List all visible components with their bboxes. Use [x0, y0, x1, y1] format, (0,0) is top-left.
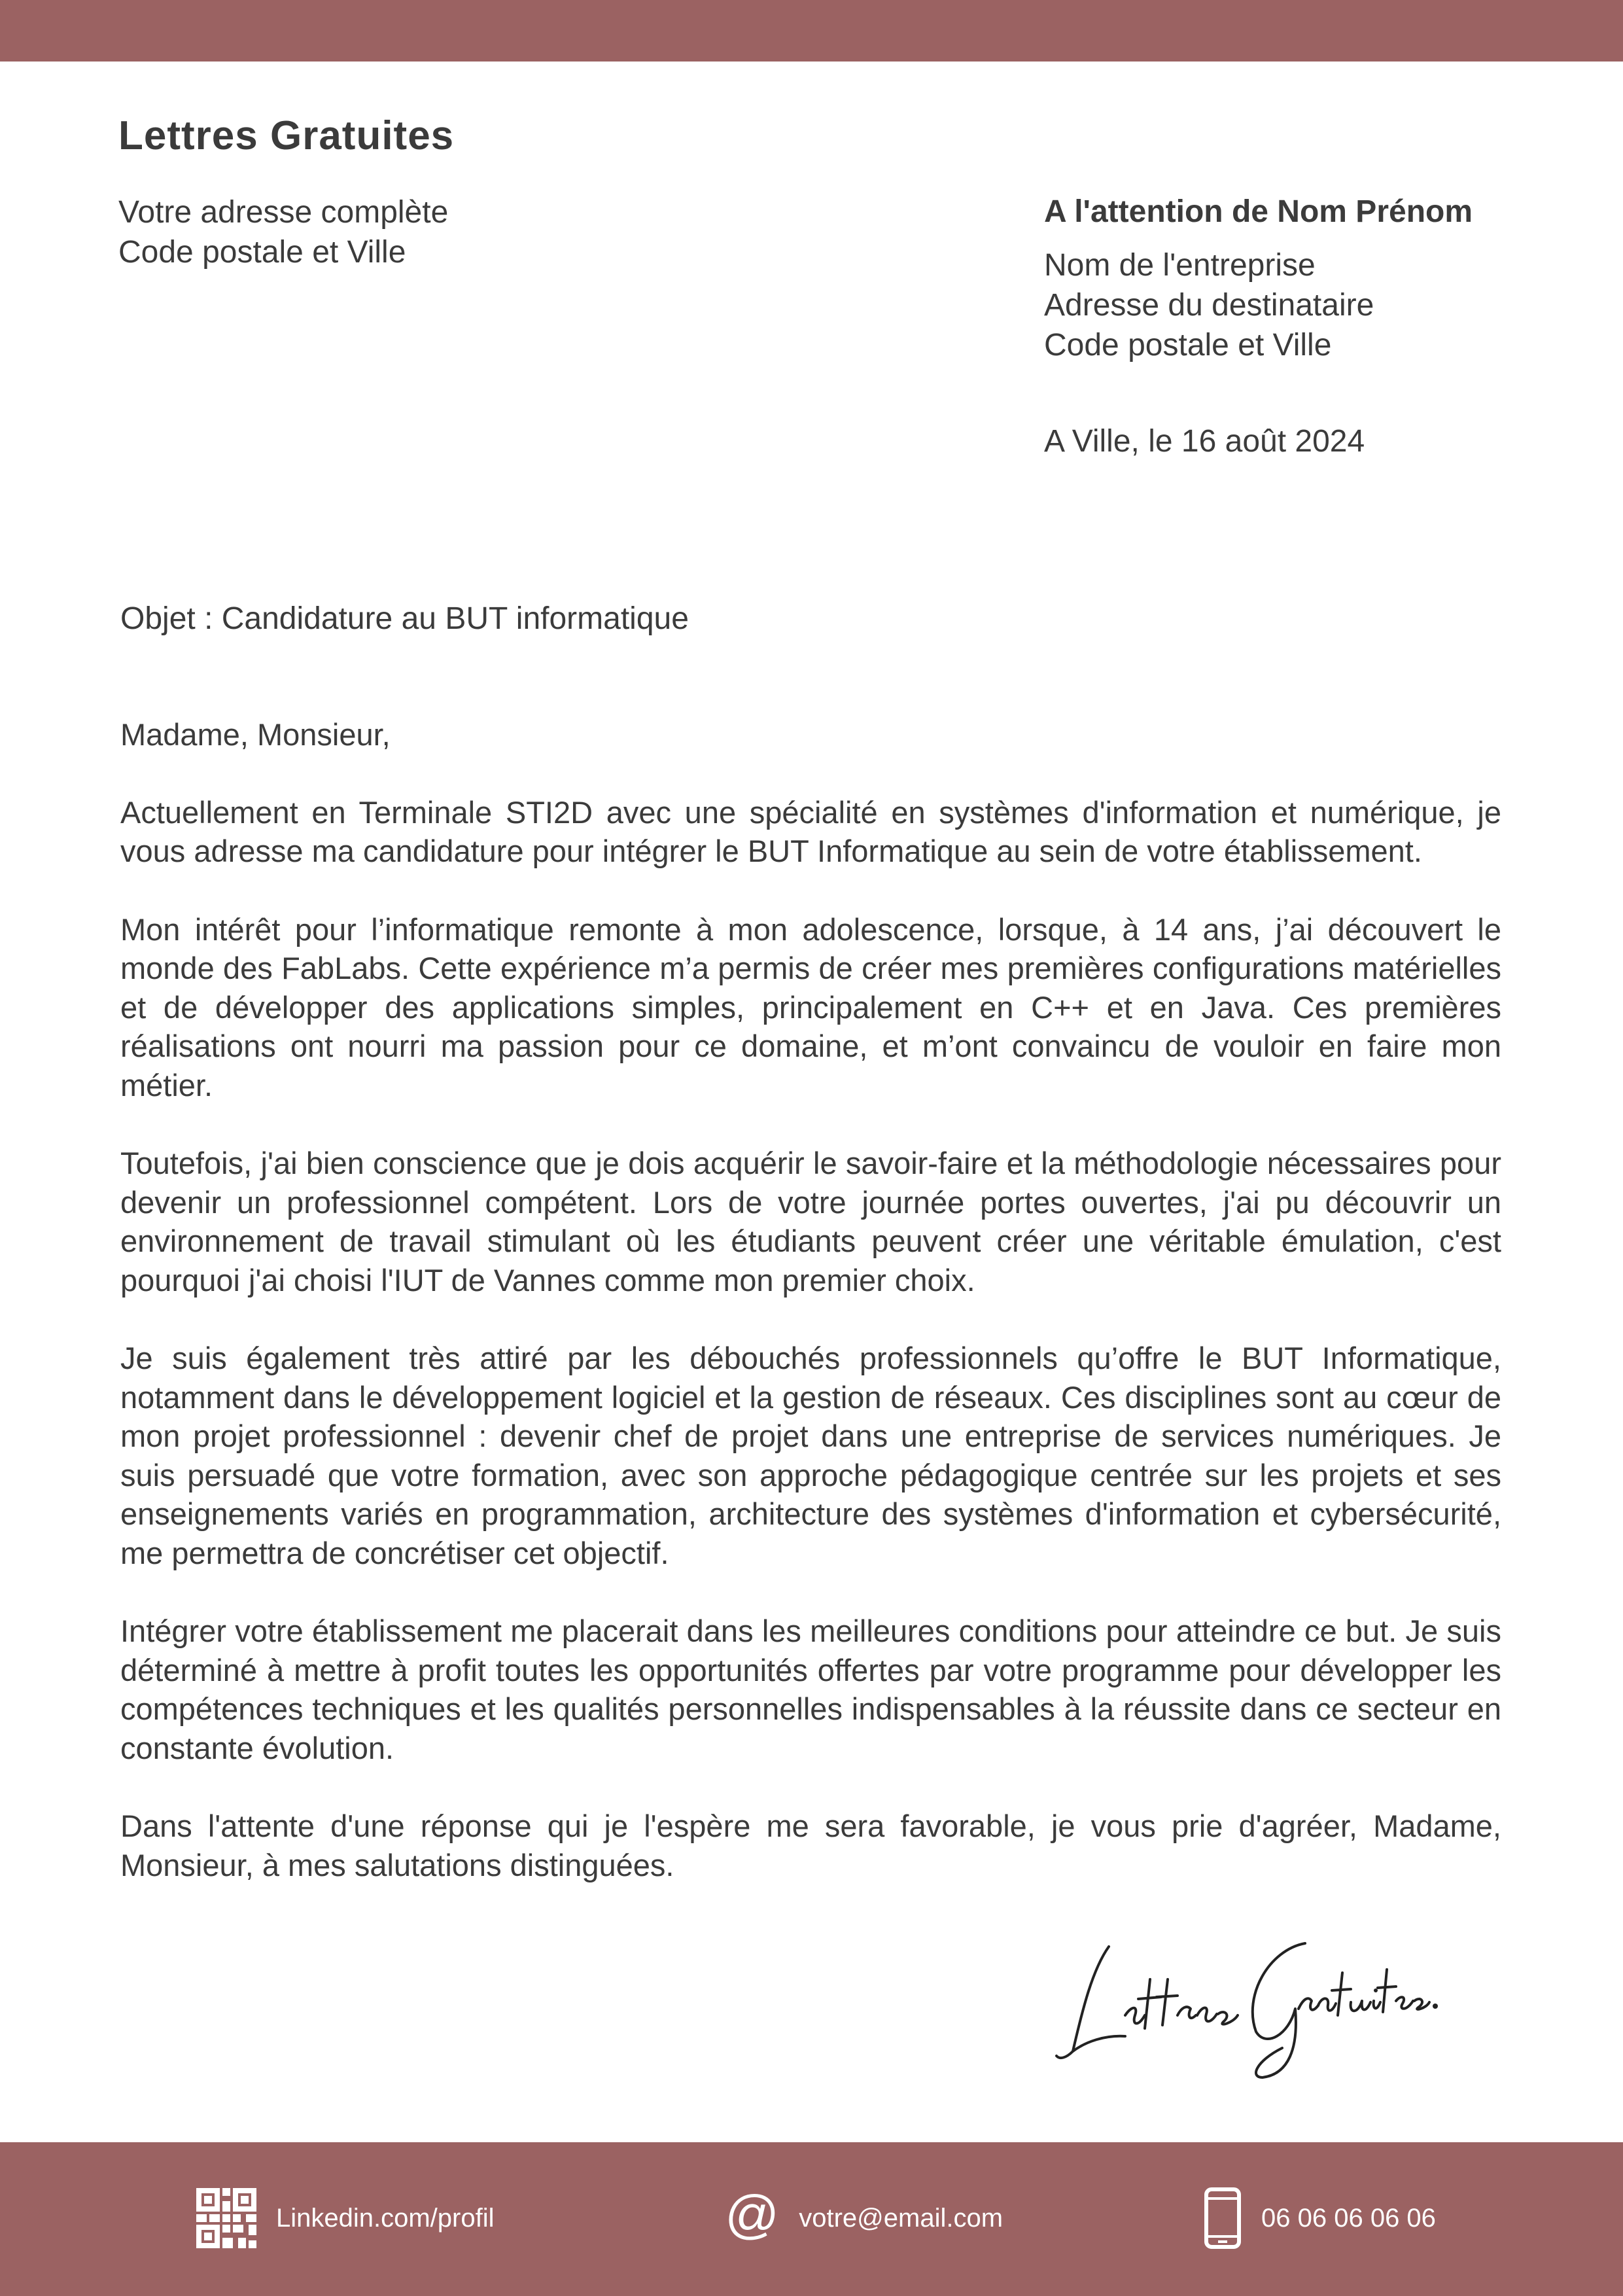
- top-color-band: [0, 0, 1623, 62]
- phone-label: 06 06 06 06 06: [1261, 2203, 1436, 2233]
- recipient-company: Nom de l'entreprise: [1044, 248, 1316, 283]
- smartphone-icon: [1204, 2187, 1242, 2250]
- body-paragraph: Mon intérêt pour l’informatique remonte à mon adolescence, lorsque, à 14 ans, j’ai découvert le monde des FabLabs. Cette expérience m’a permis de créer mes premières configurations matérielles et de développer des applications simples, principalement en C++ et en Java. Ces premières réalisations ont nourri ma passion pour ce domaine, et m’ont convaincu de vouloir en faire mon métier.: [120, 911, 1501, 1103]
- recipient-address: Adresse du destinataire: [1044, 288, 1374, 323]
- sender-address: Votre adresse complète: [118, 195, 449, 230]
- brand-title: Lettres Gratuites: [118, 113, 455, 158]
- footer-linkedin[interactable]: [196, 2185, 495, 2251]
- recipient-city: Code postale et Ville: [1044, 328, 1332, 362]
- letter-date: A Ville, le 16 août 2024: [1044, 424, 1365, 459]
- sender-block: [118, 192, 448, 272]
- body-paragraph: Dans l'attente d'une réponse qui je l'espère me sera favorable, je vous prie d'agréer, Madame, Monsieur, à mes salutations distinguées.: [120, 1809, 1501, 1882]
- qr-code-icon: [196, 2188, 256, 2248]
- footer-phone[interactable]: [1204, 2185, 1436, 2251]
- sender-city: Code postale et Ville: [118, 235, 406, 270]
- linkedin-label: Linkedin.com/profil: [276, 2203, 495, 2233]
- recipient-block: [1044, 191, 1473, 365]
- body-paragraph: Je suis également très attiré par les débouchés professionnels qu’offre le BUT Informatique, notamment dans le développement logiciel et la gestion de réseaux. Ces disciplines sont au cœur de mon projet professionnel : devenir chef de projet dans une entreprise de services numériques. Je suis persuadé que votre formation, avec son approche pédagogique centrée sur les projets et ses enseignements variés en programmation, architecture des systèmes d'information et cybersécurité, me permettra de concrétiser cet objectif.: [120, 1341, 1501, 1570]
- body-paragraph: Intégrer votre établissement me placerait dans les meilleures conditions pour atteindre ce but. Je suis déterminé à mettre à profit toutes les opportunités offertes par votre programme pour développer les compétences techniques et les qualités personnelles indispensables à la réussite dans ce secteur en constante évolution.: [120, 1614, 1501, 1765]
- body-paragraph: Actuellement en Terminale STI2D avec une spécialité en systèmes d'information et numérique, je vous adresse ma candidature pour intégrer le BUT Informatique au sein de votre établissement.: [120, 794, 1501, 868]
- at-sign-icon: @: [725, 2185, 780, 2244]
- recipient-attention: A l'attention de Nom Prénom: [1044, 194, 1473, 229]
- handwritten-signature: [1047, 1917, 1439, 2081]
- letter-subject: Objet : Candidature au BUT informatique: [120, 601, 689, 636]
- salutation: Madame, Monsieur,: [120, 717, 391, 752]
- letter-body: [120, 715, 1501, 1924]
- body-paragraph: Toutefois, j'ai bien conscience que je dois acquérir le savoir-faire et la méthodologie nécessaires pour devenir un professionnel compétent. Lors de votre journée portes ouvertes, j'ai pu découvrir un environnement de travail stimulant où les étudiants peuvent créer une véritable émulation, c'est pourquoi j'ai choisi l'IUT de Vannes comme mon premier choix.: [120, 1146, 1501, 1298]
- email-label: votre@email.com: [799, 2203, 1003, 2233]
- footer-email[interactable]: [725, 2185, 1003, 2251]
